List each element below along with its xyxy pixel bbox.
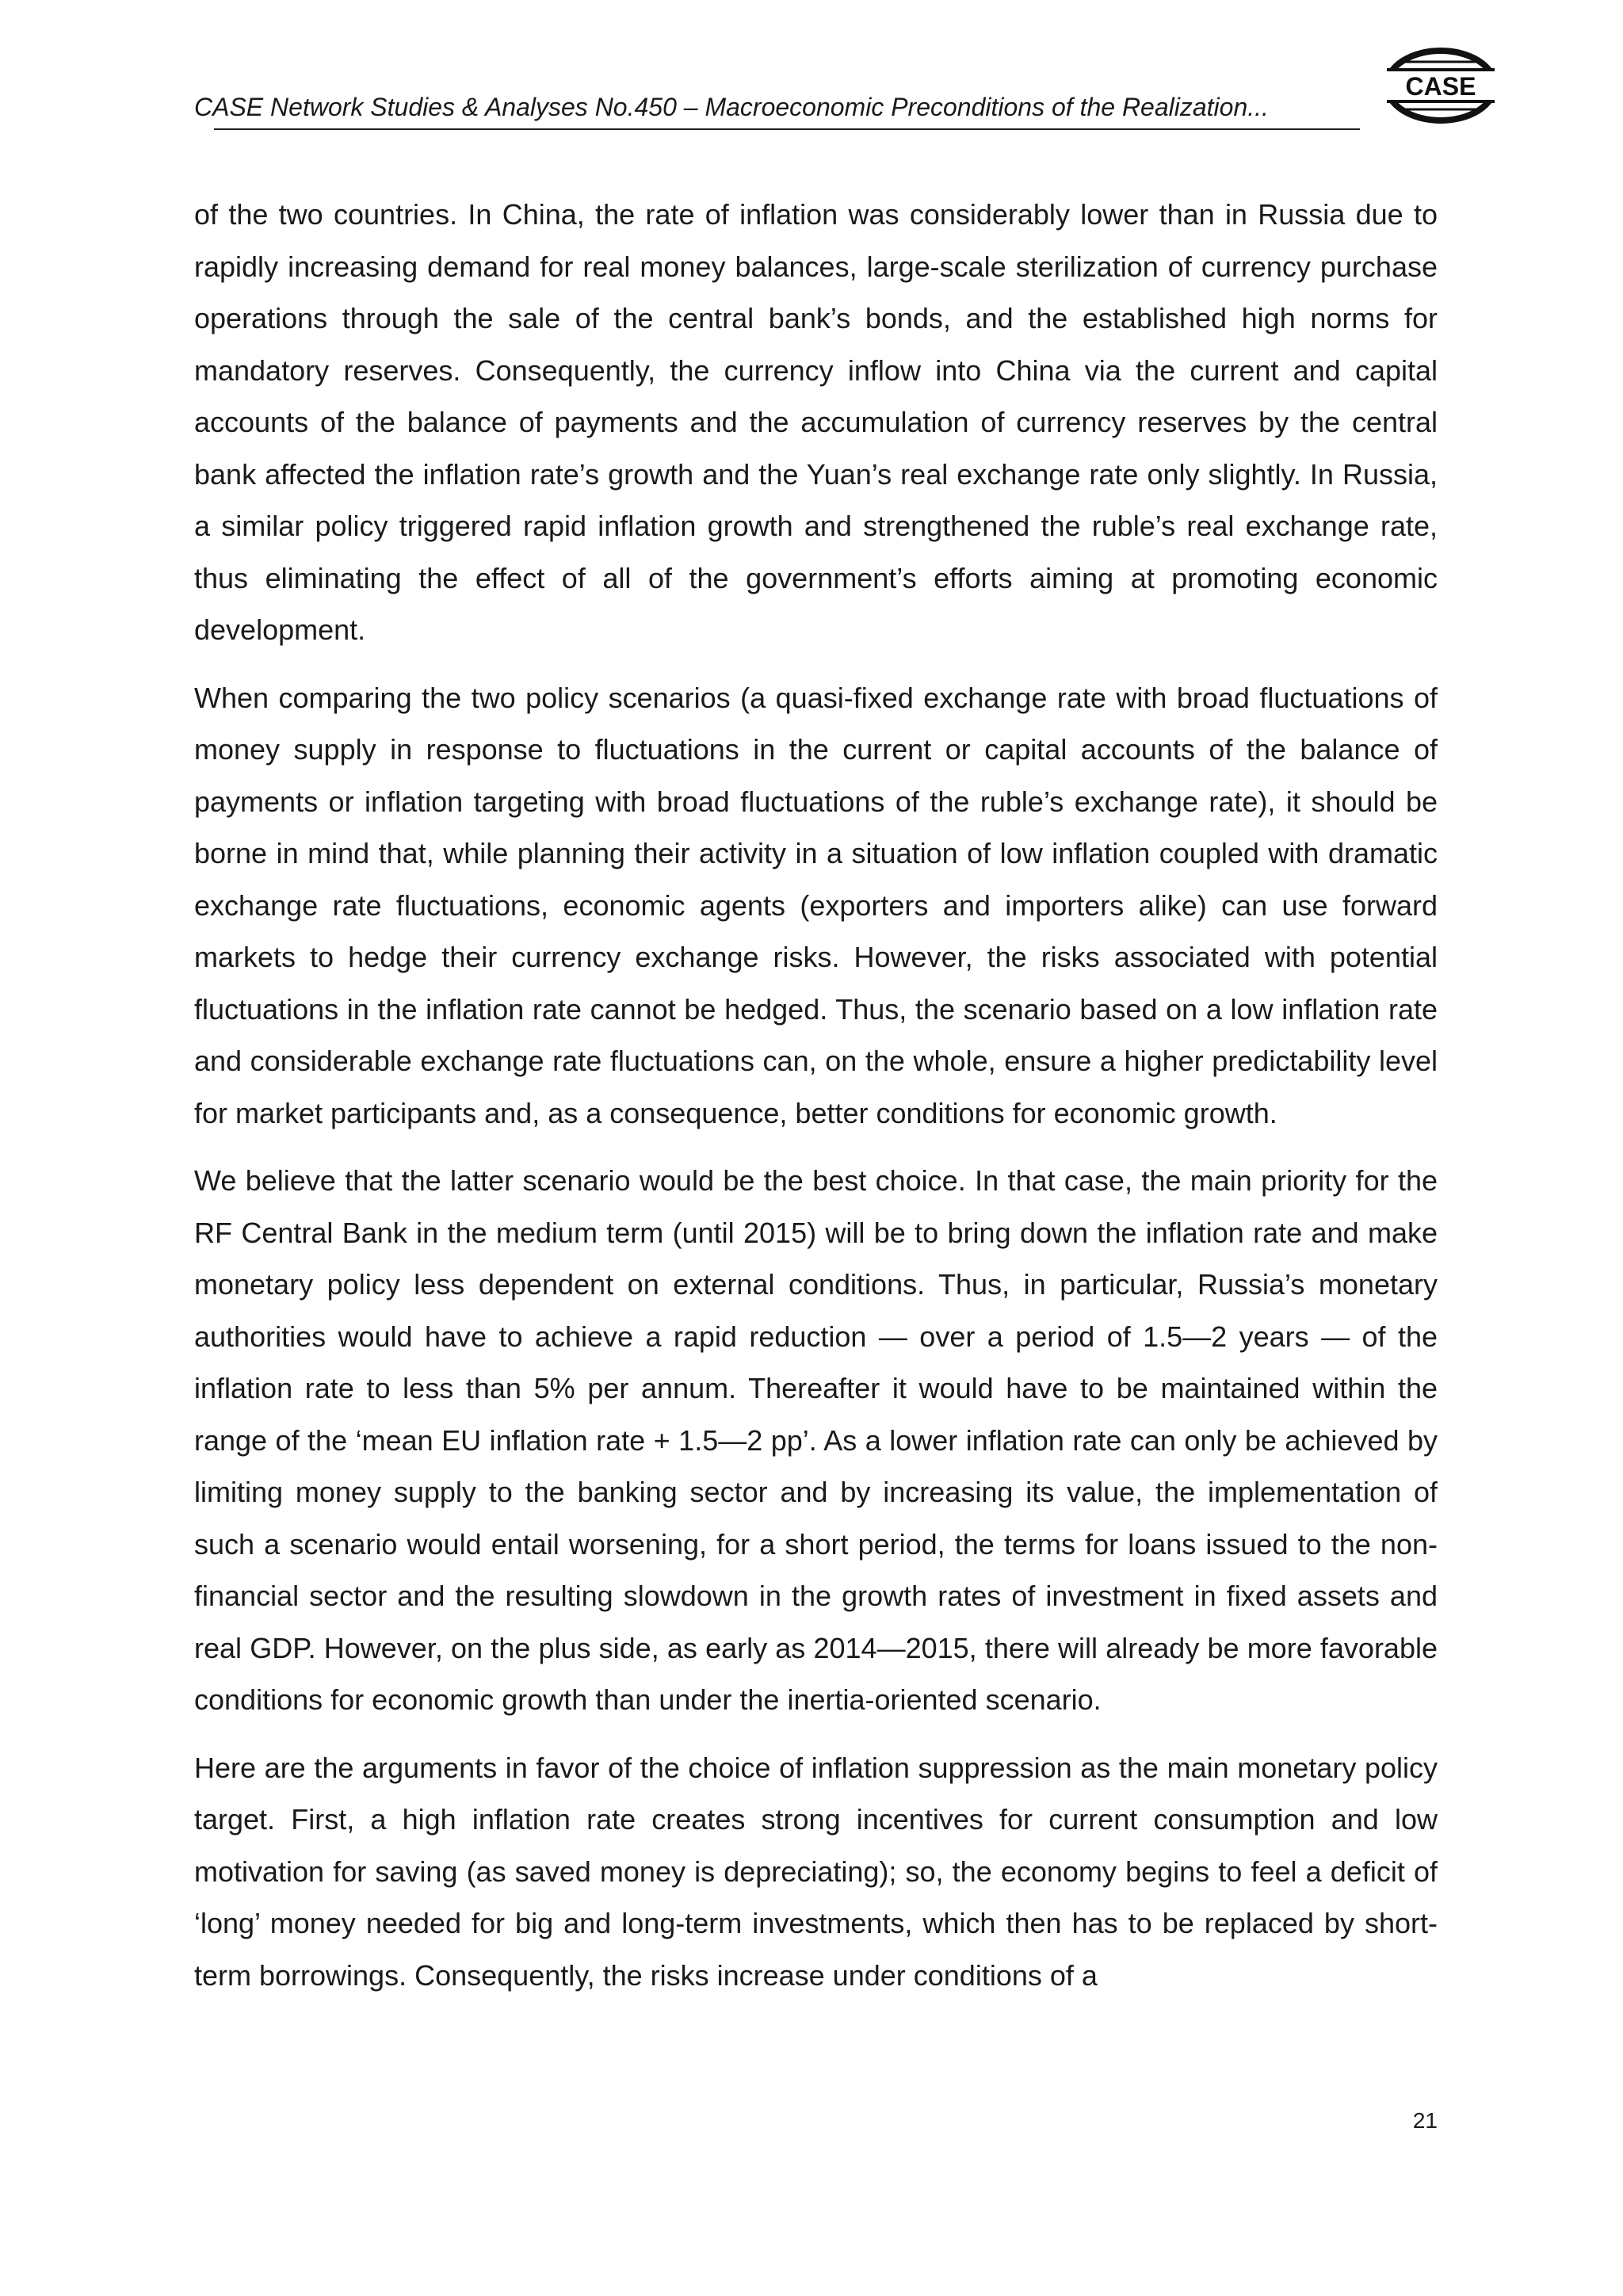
header-divider [214, 128, 1360, 130]
paragraph: Here are the arguments in favor of the choice of inflation suppression as the main monetary policy target. First, a high inflation rate creates strong incentives for current consumption and low motivation for saving (as saved money is depreciating); so, the economy begins to feel a deficit of ‘long’ money needed for big and long-term investments, which then has to be replaced by short-term borrowings. Consequently, the risks increase under conditions of a [194, 1751, 1438, 1992]
paragraph: When comparing the two policy scenarios (a quasi-fixed exchange rate with broad fluctuations of money supply in response to fluctuations in the current or capital accounts of the balance of payments or inflation targeting with broad fluctuations of the ruble’s exchange rate), it should be borne in mind that, while planning their activity in a situation of low inflation coupled with dramatic exchange rate fluctuations, economic agents (exporters and importers alike) can use forward markets to hedge their currency exchange risks. However, the risks associated with potential fluctuations in the inflation rate cannot be hedged. Thus, the scenario based on a low inflation rate and considerable exchange rate fluctuations can, on the whole, ensure a higher predictability level for market participants and, as a consequence, better conditions for economic growth. [194, 681, 1438, 1129]
case-logo [1384, 46, 1498, 125]
paragraph: of the two countries. In China, the rate of inflation was considerably lower than in Russia due to rapidly increasing demand for real money balances, large-scale sterilization of currency purchase operations through the sale of the central bank’s bonds, and the established high norms for mandatory reserves. Consequently, the currency inflow into China via the current and capital accounts of the balance of payments and the accumulation of currency reserves by the central bank affected the inflation rate’s growth and the Yuan’s real exchange rate only slightly. In Russia, a similar policy triggered rapid inflation growth and strengthened the ruble’s real exchange rate, thus eliminating the effect of all of the government’s efforts aiming at promoting economic development. [194, 198, 1438, 646]
body-text [194, 189, 1438, 2017]
running-header: CASE Network Studies & Analyses No.450 – Macroeconomic Preconditions of the Realization... [194, 93, 1269, 121]
case-logo-text: CASE [1405, 72, 1476, 101]
page-number: 21 [1412, 2108, 1438, 2133]
paragraph: We believe that the latter scenario would be the best choice. In that case, the main priority for the RF Central Bank in the medium term (until 2015) will be to bring down the inflation rate and make monetary policy less dependent on external conditions. Thus, in particular, Russia’s monetary authorities would have to achieve a rapid reduction — over a period of 1.5—2 years — of the inflation rate to less than 5% per annum. Thereafter it would have to be maintained within the range of the ‘mean EU inflation rate + 1.5—2 pp’. As a lower inflation rate can only be achieved by limiting money supply to the banking sector and by increasing its value, the implementation of such a scenario would entail worsening, for a short period, the terms for loans issued to the non-financial sector and the resulting slowdown in the growth rates of investment in fixed assets and real GDP. However, on the plus side, as early as 2014—2015, there will already be more favorable conditions for economic growth than under the inertia-oriented scenario. [194, 1164, 1438, 1716]
